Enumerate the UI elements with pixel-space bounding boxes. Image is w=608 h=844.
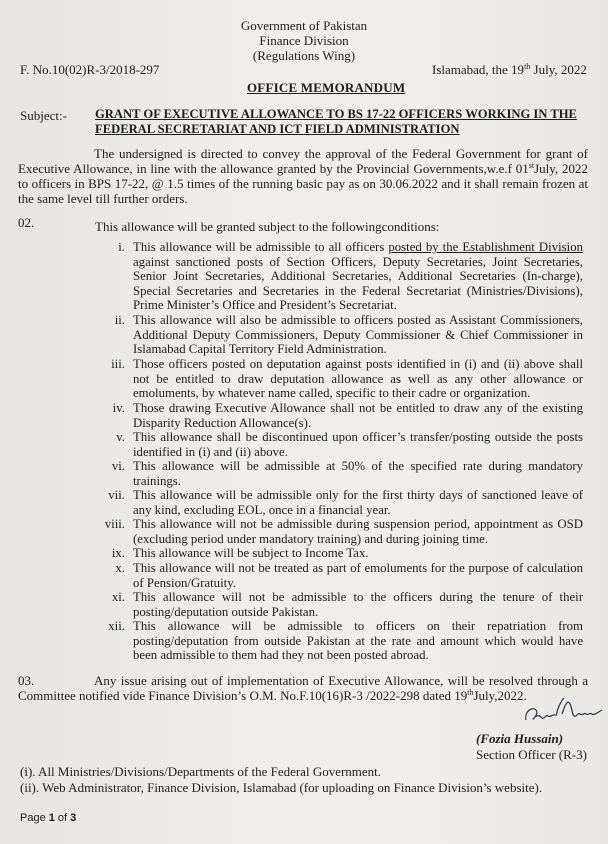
condition-item: This allowance will not be admissible to the officers during the tenure of their posting/deputation outside Pakistan.: [133, 590, 583, 619]
condition-number: v.: [116, 430, 125, 444]
condition-number: xii.: [108, 619, 125, 633]
condition-number: x.: [115, 561, 125, 575]
signatory-name: (Fozia Hussain): [476, 731, 564, 746]
distribution-item: (ii). Web Administrator, Finance Division, Islamabad (for uploading on Finance Division’s website).: [20, 780, 543, 795]
header-wing: (Regulations Wing): [252, 48, 356, 63]
condition-number: ix.: [111, 546, 125, 560]
condition-item: This allowance shall be discontinued upon officer’s transfer/posting outside the posts identified in (i) and (ii) above.: [133, 430, 583, 459]
condition-item: This allowance will be admissible at 50% of the specified rate during mandatory trainings.: [133, 459, 583, 488]
page-number: Page 1 of 3: [20, 812, 77, 824]
condition-number: iii.: [111, 357, 125, 371]
handwritten-signature: [522, 694, 604, 728]
condition-number: i.: [118, 240, 125, 254]
memo-date: Islamabad, the 19th July, 2022: [432, 62, 587, 77]
condition-number: vi.: [111, 459, 125, 473]
memo-title: OFFICE MEMORANDUM: [247, 80, 406, 95]
condition-item: Those drawing Executive Allowance shall not be entitled to draw any of the existing Disparity Reduction Allowance(s).: [133, 401, 583, 430]
condition-number: viii.: [104, 517, 125, 531]
condition-item: This allowance will not be treated as part of emoluments for the purpose of calculation of Pension/Gratuity.: [133, 561, 583, 590]
paragraph-2-text: This allowance will be granted subject to the followingconditions:: [95, 219, 440, 234]
signatory-designation: Section Officer (R-3): [476, 747, 587, 762]
condition-item: This allowance will be admissible to officers on their repatriation from posting/deputation from outside Pakistan at the rate and amount which would have been admissible to them had they not been posted abroad.: [133, 619, 583, 663]
condition-number: vii.: [108, 488, 125, 502]
condition-item: This allowance will not be admissible during suspension period, appointment as OSD (excluding period under mandatory training) and during joining time.: [133, 517, 583, 546]
paragraph-2-number: 02.: [18, 215, 35, 230]
distribution-item: (i). All Ministries/Divisions/Departments of the Federal Government.: [20, 764, 382, 779]
condition-item: This allowance will be subject to Income Tax.: [133, 546, 369, 560]
condition-number: ii.: [114, 313, 125, 327]
condition-number: iv.: [112, 401, 125, 415]
paragraph-3: Any issue arising out of implementation of Executive Allowance, will be resolved through a Committee notified vide Finance Division’s O.M. No.F.10(16)R-3 /2022-298 dated 19thJuly,2022.: [18, 673, 588, 703]
subject-label: Subject:-: [20, 108, 67, 123]
condition-item: Those officers posted on deputation against posts identified in (i) and (ii) above shall not be entitled to draw deputation allowance as well as any other allowance or emoluments, by whatever name called, specific to their cadre or organization.: [133, 357, 583, 401]
paragraph-1: The undersigned is directed to convey the approval of the Federal Government for grant of Executive Allowance, in line with the allowance granted by the Provincial Governments,w.e.f 01stJuly, 2022 to officers in BPS 17-22, @ 1.5 times of the running basic pay as on 30.06.2022 and it shall remain frozen at the same level till further orders.: [18, 146, 588, 206]
condition-item: This allowance will be admissible to all officers posted by the Establishment Division against sanctioned posts of Section Officers, Deputy Secretaries, Joint Secretaries, Senior Joint Secretaries, Additional Secretaries, Additional Secretaries (In-charge), Special Secretaries and Secretaries in the Federal Secretariat (Ministries/Divisions), Prime Minister’s Office and President’s Secretariat.: [133, 240, 583, 313]
header-government: Government of Pakistan: [240, 18, 368, 33]
paragraph-3-number: 03.: [18, 673, 35, 688]
condition-item: This allowance will be admissible only for the first thirty days of sanctioned leave of any kind, excluding EOL, once in a financial year.: [133, 488, 583, 517]
file-number: F. No.10(02)R-3/2018-297: [20, 62, 160, 77]
header-division: Finance Division: [259, 33, 349, 48]
subject-text: GRANT OF EXECUTIVE ALLOWANCE TO BS 17-22 OFFICERS WORKING IN THE FEDERAL SECRETARIAT AND ICT FIELD ADMINISTRATION: [95, 107, 577, 136]
condition-number: xi.: [111, 590, 125, 604]
condition-item: This allowance will also be admissible to officers posted as Assistant Commissioners, Additional Deputy Commissioners, Deputy Commissioner & Chief Commissioner in Islamabad Capital Territory Field Administration.: [133, 313, 583, 357]
